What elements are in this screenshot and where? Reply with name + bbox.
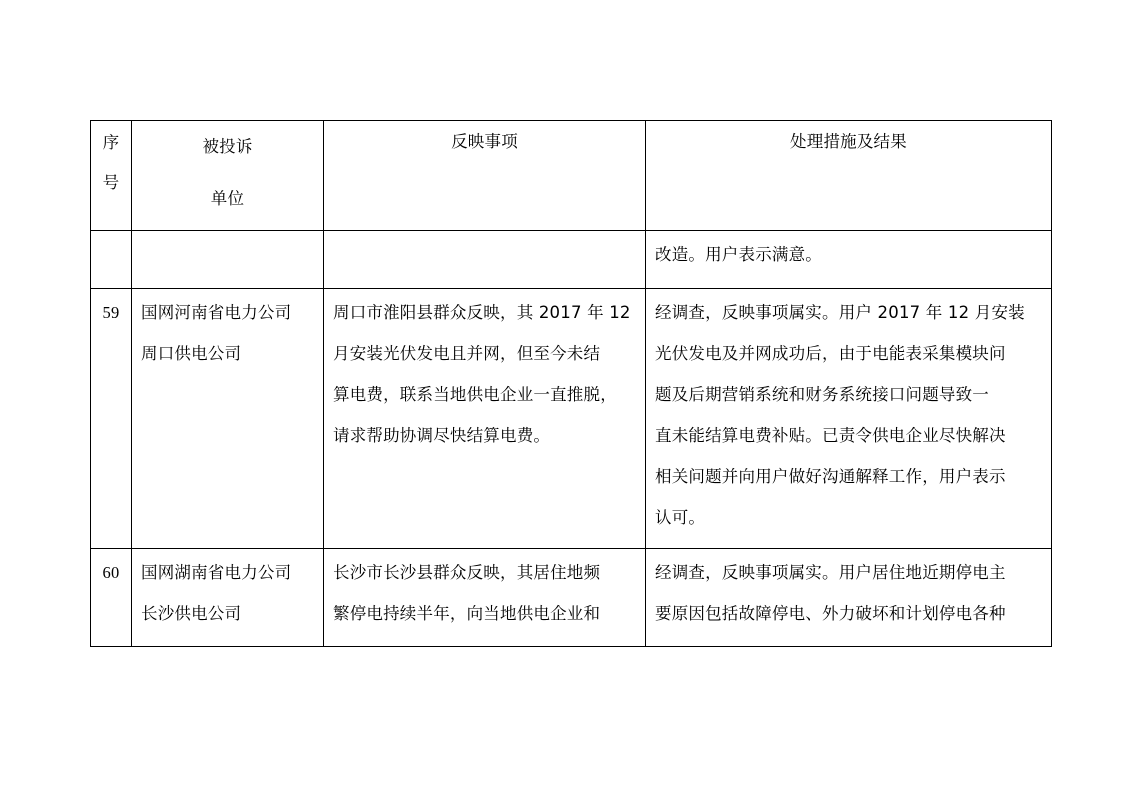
complaint-table [90, 120, 1052, 647]
row-60-issue-line-2: 繁停电持续半年，向当地供电企业和 [333, 604, 601, 623]
table-row [91, 289, 1052, 549]
row-60-unit [132, 549, 324, 647]
row-59-result-line-6: 认可。 [655, 508, 706, 527]
row-60-unit-line-1: 国网湖南省电力公司 [141, 563, 292, 582]
header-unit [132, 121, 324, 231]
row-60-result [646, 549, 1052, 647]
header-unit-line-2: 单位 [210, 189, 245, 208]
table-row [91, 549, 1052, 647]
header-seq-line-1: 序 [102, 133, 120, 152]
header-issue-label: 反映事项 [451, 132, 518, 151]
row-60-result-line-1: 经调查，反映事项属实。用户居住地近期停电主 [655, 563, 1006, 582]
row-60-issue-line-1: 长沙市长沙县群众反映，其居住地频 [333, 563, 601, 582]
row-59-unit-line-1: 国网河南省电力公司 [141, 303, 292, 322]
row-59-result-line-3: 题及后期营销系统和财务系统接口问题导致一 [655, 385, 989, 404]
row-60-unit-line-2: 长沙供电公司 [141, 604, 242, 623]
row-59-issue-line-3: 算电费，联系当地供电企业一直推脱， [333, 385, 617, 404]
row-59-issue-line-2: 月安装光伏发电且并网，但至今未结 [333, 344, 601, 363]
row-60-issue [324, 549, 646, 647]
header-seq-line-2: 号 [102, 173, 120, 192]
row-60-result-line-2: 要原因包括故障停电、外力破坏和计划停电各种 [655, 604, 1006, 623]
row-59-result-line-2: 光伏发电及并网成功后，由于电能表采集模块问 [655, 344, 1006, 363]
table-row-continued [91, 231, 1052, 289]
header-issue [324, 121, 646, 231]
row-59-issue [324, 289, 646, 549]
row-59-issue-line-1: 周口市淮阳县群众反映，其 2017 年 12 [333, 303, 631, 322]
row-60-seq: 60 [91, 549, 132, 647]
row-59-unit [132, 289, 324, 549]
row-59-unit-line-2: 周口供电公司 [141, 344, 242, 363]
row-59-result-line-4: 直未能结算电费补贴。已责令供电企业尽快解决 [655, 426, 1006, 445]
table-header-row [91, 121, 1052, 231]
row-59-result-line-1: 经调查，反映事项属实。用户 2017 年 12 月安装 [655, 303, 1025, 322]
row-59-issue-line-4: 请求帮助协调尽快结算电费。 [333, 426, 551, 445]
row-59-seq: 59 [91, 289, 132, 549]
header-seq [91, 121, 132, 231]
cont-result-cell [646, 231, 1052, 289]
cont-issue-cell [324, 231, 646, 289]
cont-unit-cell [132, 231, 324, 289]
row-59-result [646, 289, 1052, 549]
cont-result-line-1: 改造。用户表示满意。 [655, 245, 822, 264]
row-59-result-line-5: 相关问题并向用户做好沟通解释工作，用户表示 [655, 467, 1006, 486]
header-unit-line-1: 被投诉 [202, 137, 253, 156]
cont-seq-cell [91, 231, 132, 289]
header-result [646, 121, 1052, 231]
header-result-label: 处理措施及结果 [790, 132, 907, 151]
